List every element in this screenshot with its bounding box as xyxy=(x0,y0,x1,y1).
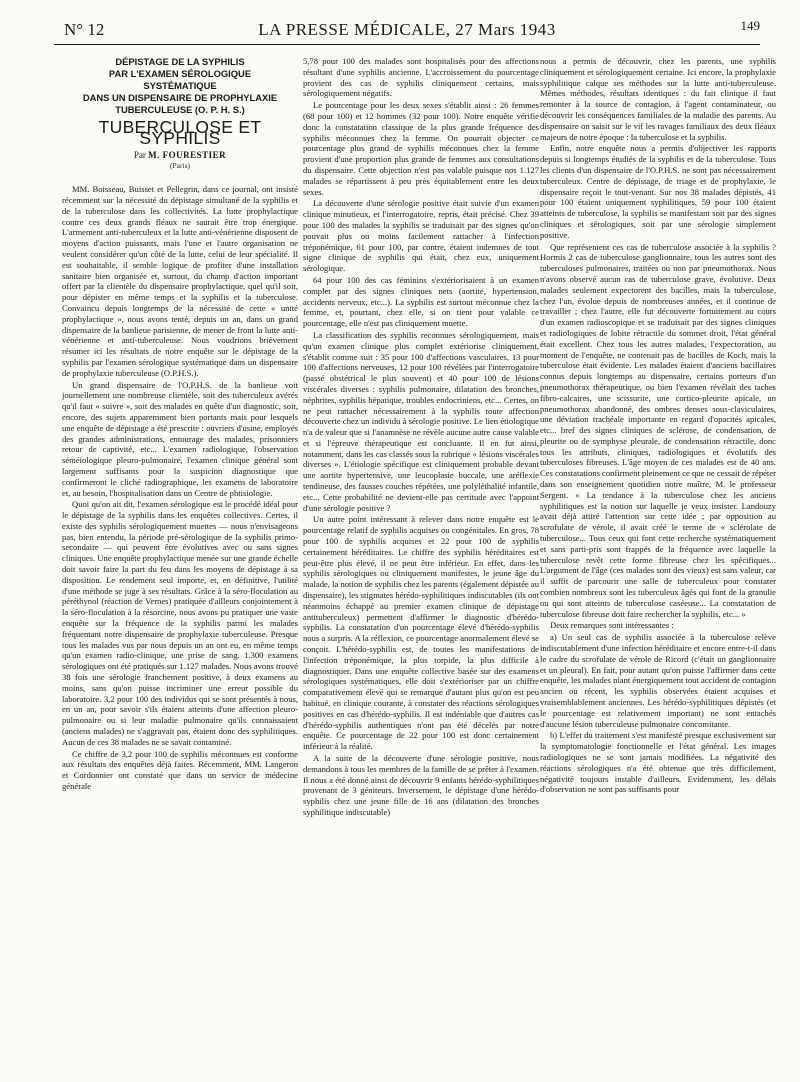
byline-prefix: Par xyxy=(133,149,146,160)
page-header xyxy=(54,14,760,44)
paragraph: MM. Boisseau, Buisset et Pellegrin, dans ce journal, ont insisté récemment sur la nécessité du dépistage simultané de la syphilis et de la tuberculose dans les collectivités. La lutte prophylactique contre ces deux grands fléaux ne saurait être trop énergique. L'armement anti-tuberculeux et la lutte anti-vénérienne disposent de moyens d'action puissants, mais l'une et l'autre organisation ne veulent considérer qu'un côté de la lutte, celui de leur spécialité. Il est souhaitable, il semble logique de profiter d'une installation sanitaire bien organisée et, surtout, du champ d'action important offert par la clientèle du dispensaire prophylactique, quel qu'il soit, pour dépister en même temps et la syphilis et la tuberculose. Convaincu depuis longtemps de la nécessité de cette « unité prophylactique », nous avons tenté, depuis un an, dans un grand dispensaire de la banlieue parisienne, de mener de front la lutte anti-vénérienne et anti-tuberculeuse. Nous voudrions brièvement résumer ici les résultats de notre enquête sur le dépistage de la syphilis par l'examen sérologique systématique dans un dispensaire de prophylaxie tuberculeuse (O.P.H.S.). xyxy=(62,184,298,378)
page-number: 149 xyxy=(740,18,760,33)
paragraph: nous a permis de découvrir, chez les parents, une syphilis cliniquement et sérologiquement certaine. Ici encore, la prophylaxie syphilitique calque ses méthodes sur la lutte anti-tuberculeuse. Mêmes méthodes, résultats identiques : du fait clinique il faut remonter à la source de contagion, à l'agent contaminateur, ou découvrir les conséquences familiales de la maladie des parents. Au dispensaire on saisit sur le vif les ravages familiaux des deux fléaux majeurs de notre époque : la tuberculose et la syphilis. xyxy=(540,56,776,142)
column-1 xyxy=(62,56,298,1074)
header-rule xyxy=(54,44,760,45)
paragraph: Enfin, notre enquête nous a permis d'objectiver les rapports depuis si longtemps étudiés de la syphilis et de la tuberculose. Tous les clients d'un dispensaire de l'O.P.H.S. ne sont pas nécessairement tuberculeux. Centre de dépistage, de triage et de prophylaxie, le dispensaire reçoit le tout-venant. Sur nos 38 malades dépistés, 41 pour 100 étaient uniquement syphilitiques, 59 pour 100 étaient atteints de tuberculose, la syphilis se manifestant soit par des signes cliniques et sérologiques, soit par une sérologie simplement positive. xyxy=(540,143,776,240)
paragraph: La découverte d'une sérologie positive était suivie d'un examen clinique minutieux, et l'interrogatoire, repris, était précisé. Chez 39 pour 100 des malades la syphilis se traduisait par des signes qu'on pouvait plus ou moins facilement rattacher à l'infection tréponémique, 61 pour 100, par contre, étaient indemnes de tout signe clinique de syphilis qui était, chez eux, uniquement sérologique. xyxy=(303,198,539,274)
paragraph: 64 pour 100 des cas féminins s'extériorisaient à un examen complet par des signes cliniques nets (aortite, hypertension, accidents nerveux, etc...). La syphilis est surtout méconnue chez la femme, et, pourtant, chez elle, si on tient pour valable ce pourcentage, elle n'est pas cliniquement muette. xyxy=(303,274,539,329)
paragraph: 5,78 pour 100 des malades sont hospitalisés pour des affections résultant d'une syphilis ancienne. L'accroissement du pourcentage provient des cas de syphilis cliniquement certains, mais sérologiquement négatifs. xyxy=(303,56,539,99)
paragraph: Un autre point intéressant à relever dans notre enquête est le pourcentage relatif de syphilis acquises ou congénitales. En gros, 78 pour 100 de syphilis acquises et 22 pour 100 de syphilis certainement héréditaires. Le chiffre des syphilis héréditaires est peut-être plus élevé, il ne peut être inférieur. En effet, dans les syphilis sérologiques ou cliniquement manifestes, le jeune âge du malade, la notion de syphilis chez les parents (également dépistée au dispensaire), les stigmates hérédo-syphilitiques indiscutables (ils ont néanmoins échappé au premier examen clinique de dépistage antituberculeux) permettent d'affirmer le diagnostic d'hérédo-syphilis. La constatation d'un pourcentage élevé d'hérédo-syphilis nous a surpris. A la réflexion, ce pourcentage anormalement élevé se conçoit. L'hérédo-syphilis est, de toutes les manifestations de l'infection tréponémique, la plus torpide, la plus difficile à diagnostiquer. Dans une enquête collective basée sur des examens sérologiques systématiques, elle doit s'extérioriser par un chiffre comparativement élevé qui se remarque d'autant plus qu'on est peu habitué, en clinique courante, à constater des réactions sérologiques positives en cas d'hérédo-syphilis. Il est indéniable que d'autres cas d'hérédo-syphilis authentiques n'ont pas été décelés par notre enquête. Ce pourcentage de 22 pour 100 est donc certainement inférieur à la réalité. xyxy=(303,514,539,752)
column-3 xyxy=(540,56,776,1074)
heading-line: TUBERCULEUSE (O. P. H. S.) xyxy=(115,104,245,115)
issue-number: N° 12 xyxy=(64,20,105,39)
paragraph: Que représentent ces cas de tuberculose associée à la syphilis ? Hormis 2 cas de tuberculose ganglionnaire, tous les autres sont des tuberculoses pulmonaires, traitées ou non par pneumothorax. Nous n'avons observé aucun cas de tuberculose grave, évolutive. Deux malades seulement expectorent des bacilles, mais la tuberculose, chez l'un, évolue depuis de nombreuses années, et il continue de travailler ; chez l'autre, elle fut découverte fortuitement au cours d'un examen radioscopique et se traduisait par des signes cliniques et radiologiques de lobite rétractile du sommet droit, l'état général était excellent. Chez tous les autres malades, l'expectoration, au moment de l'enquête, ne contenait pas de bacilles de Koch, mais la tuberculose était évidente. Les malades étaient d'anciens bacillaires connus depuis longtemps au dispensaire, certains porteurs d'un pneumothorax thérapeutique, ou bien l'examen révélait des taches fibro-calcaires, une scissurite, une cortico-pleurite apicale, un pneumothorax abandonné, des ombres denses sous-claviculaires, une déviation trachéale importante en regard d'opacités apicales, etc... bref des signes cliniques de sclérose, de condensation, de pleurite ou de symphyse pleurale, de condensation rétractile, donc tous les attributs, cliniques, radiologiques et évolutifs des tuberculoses fibreuses. L'âge moyen de ces malades est de 40 ans. Ces constatations confirment pleinement ce que ne cessait de répéter dans son enseignement quotidien notre maître, M. le professeur Sergent. « La tendance à la tuberculose chez les anciens syphilitiques est la notion sur laquelle je veux insister. Landouzy avait déjà attiré l'attention sur cette idée ; par opposition au scrofulate de vérole, il avait créé le terme de « sclérolate de tuberculose... Tous ceux qui font cette recherche systématiquement et sans parti-pris sont frappés de la fréquence avec laquelle la tuberculose revêt cette forme fibreuse chez les spécifiques... L'argument de l'âge (ces malades sont des vieux) est sans valeur, car il suffit de parcourir une salle de tuberculeux pour constater combien nombreux sont les tuberculeux âgés qui font de la granulie ou qui sont atteints de tuberculose caséeuse... La constatation de tuberculose fibreuse doit faire rechercher la syphilis, etc... » xyxy=(540,241,776,619)
paragraph: a) Un seul cas de syphilis associée à la tuberculose relève indiscutablement d'une infection héréditaire et encore entre-t-il dans le cadre du scrofulate de vérole de Ricord (c'était un ganglionnaire et un pleural). En fait, pour autant qu'on puisse l'affirmer dans cette enquête, les malades niant énergiquement tout accident de contagion ancien ou récent, les syphilis observées étaient acquises et vraisemblablement anciennes. Les hérédo-syphilitiques dépistés (et le pourcentage est relativement important) ne sont entachés d'aucune lésion tuberculeuse pulmonaire concomitante. xyxy=(540,632,776,729)
paragraph: Un grand dispensaire de l'O.P.H.S. de la banlieue voit journellement une nombreuse clientèle, soit des tuberculeux avérés qu'il faut « suivre », soit des malades en quête d'un diagnostic, soit, encore, des sujets apparemment bien portants mais pour lesquels une enquête de dépistage a été prescrite : ouvriers d'usine, employés des grandes administrations, entourage des malades, prisonniers retour de captivité, etc... L'examen radiologique, l'observation séméiologique pleuro-pulmonaire, l'examen clinique général sont largement suffisants pour la suspicion diagnostique que confirmeront le cliché radiographique, les examens de laboratoire et, au besoin, l'hospitalisation dans un Centre de phtisiologie. xyxy=(62,379,298,498)
heading-line: PAR L'EXAMEN SÉROLOGIQUE xyxy=(108,68,252,79)
author-name: M. FOURESTIER xyxy=(148,149,227,160)
author-affiliation: (Paris) xyxy=(170,161,190,171)
paragraph: Quoi qu'on ait dit, l'examen sérologique est le procédé idéal pour le dépistage de la syphilis dans les enquêtes collectives. Certes, il existe des syphilis sérologiquement muettes — nous n'envisageons pas, bien entendu, la période pré-sérologique de la syphilis primo-secondaire — qui peuvent être évolutives avec ou sans signes cliniques. Une enquête prophylactique menée sur une grande échelle doit savoir faire la part du feu dans les moyens de dépistage à sa disposition. Le rendement seul importe, et, en définitive, l'utilité d'une méthode se juge à ses résultats. Grâce à la séro-floculation au péréthynol (réaction de Vernes) pratiquée d'ailleurs conjointement à la séro-floculation à la résorcine, nous avons pu pratiquer une vaste enquête sur la fréquence de la syphilis parmi les malades fréquentant notre dispensaire de prophylaxie tuberculeuse. Presque tous les malades vus par nous depuis un an ont eu, en même temps qu'un examen radio-clinique, une prise de sang. 1.300 examens sérologiques ont été pratiqués sur 1.127 malades. Nous avons trouvé 38 fois une sérologie franchement positive, à deux examens au moins, sans qu'on puisse incriminer une erreur possible du laboratoire. 3,2 pour 100 des individus qui se sont présentés à nous, en un an, pour savoir s'ils étaient atteints d'une affection pleuro-pulmonaire ou si leur maladie pulmonaire qu'ils connaissaient (anciens malades) ne s'aggravait pas, étaient donc des syphilitiques. Aucun de ces 38 malades ne se savait contaminé. xyxy=(62,499,298,747)
journal-title: LA PRESSE MÉDICALE, 27 Mars 1943 xyxy=(258,20,556,39)
heading-line: SYSTÉMATIQUE xyxy=(143,80,217,91)
heading-line: DÉPISTAGE DE LA SYPHILIS xyxy=(115,56,245,67)
paragraph: Le pourcentage pour les deux sexes s'établit ainsi : 26 femmes (68 pour 100) et 12 hommes (32 pour 100). Notre enquête vérifie donc la constatation classique de la plus grande fréquence des syphilis méconnues chez la femme. On pourrait objecter ce pourcentage plus grand de syphilis méconnues chez la femme provient d'une proportion plus grande de femmes aux consultations du dispensaire. Cette objection n'est pas valable puisque nos 1.127 malades se répartissent à peu près équitablement entre les deux sexes. xyxy=(303,100,539,197)
paragraph: A la suite de la découverte d'une sérologie positive, nous demandons à tous les membres de la famille de se prêter à l'examen. Il nous a été donné ainsi de découvrir 9 enfants hérédo-syphilitiques provenant de 3 géniteurs. Inversement, le dépistage d'une hérédo-syphilis chez une jeune fille de 16 ans (dilatation des bronches syphilitique indiscutable) xyxy=(303,753,539,817)
byline xyxy=(62,150,298,161)
column-2 xyxy=(303,56,539,1074)
paragraph: Deux remarques sont intéressantes : xyxy=(550,620,674,631)
paragraph: b) L'effet du traitement s'est manifesté presque exclusivement sur la symptomatologie fonctionnelle et l'état général. Les images radiologiques ne se sont jamais modifiées. La négativité des réactions sérologiques n'a été obtenue que très difficilement, négativité toujours instable d'ailleurs. Evidemment, les délais d'observation ne sont pas suffisants pour xyxy=(540,730,776,795)
heading-line: DANS UN DISPENSAIRE DE PROPHYLAXIE xyxy=(82,92,278,103)
paragraph: Ce chiffre de 3,2 pour 100 de syphilis méconnues est conforme aux résultats des enquêtes déjà faites. Récemment, MM. Langeron et Cordonnier ont constaté que dans un service de médecine générale xyxy=(62,748,298,792)
article-heading xyxy=(62,56,298,116)
article-title: TUBERCULOSE ET SYPHILIS xyxy=(98,117,262,148)
paragraph: La classification des syphilis reconnues sérologiquement, mais qu'un examen clinique plus complet extériorise cliniquement, s'établit comme suit : 35 pour 100 d'affections vasculaires, 13 pour 100 d'affections nerveuses, 12 pour 100 révélées par l'interrogatoire (passé obstétrical le plus souvent) et 40 pour 100 de lésions viscérales diverses : syphilis pulmonaire, dilatation des bronches, néphrites, syphilis hépatique, troubles endocriniens, etc... Certes, on ne peut rattacher nécessairement à la syphilis toute affection découverte chez un individu à sérologie positive. Le lien étiologique n'a de valeur que si l'anamnèse ne révèle aucune autre cause valable et si l'épreuve thérapeutique est concluante. Il en fut ainsi, notamment, dans les cas classés sous la rubrique « lésions viscérales diverses ». L'étiologie spécifique est cliniquement probable devant une aortite hypertensive, une leucoplasie buccale, une aréflexie tendineuse, des fausses couches répétées, une polyléthalité infantile, etc... Cette probabilité ne devient-elle pas certitude avec l'appoint d'une sérologie positive ? xyxy=(303,329,539,513)
